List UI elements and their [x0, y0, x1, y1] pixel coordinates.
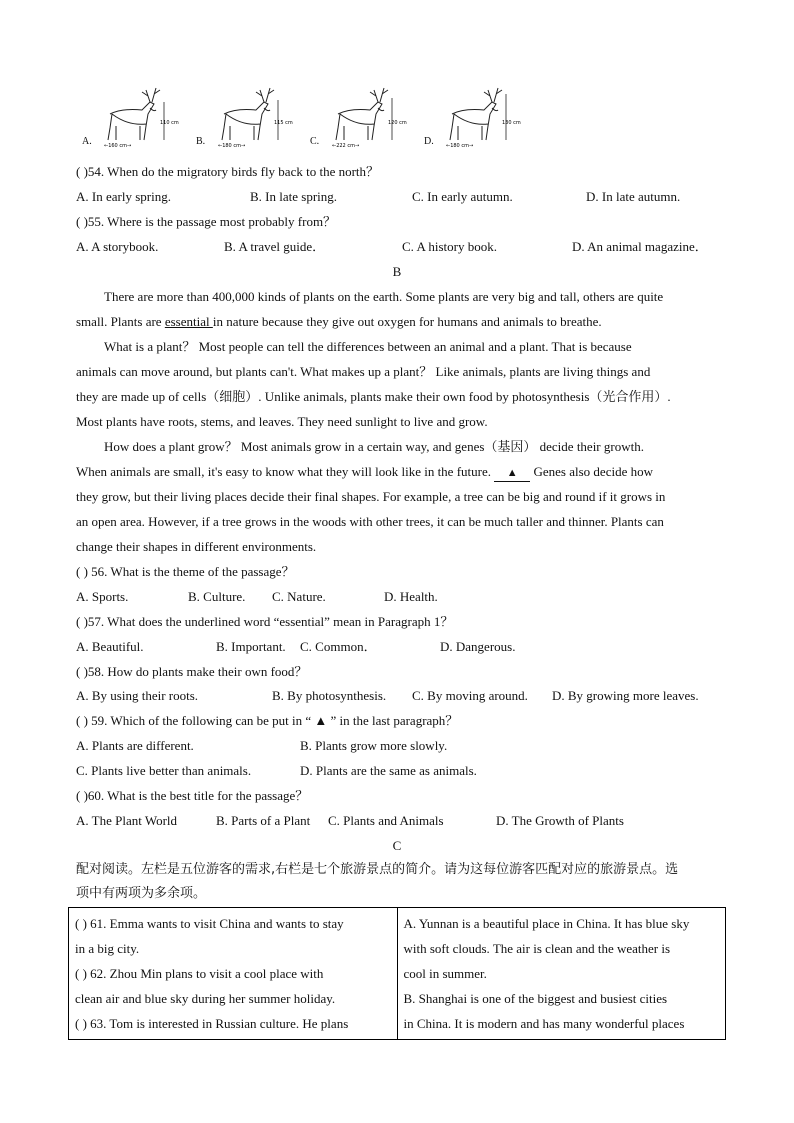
q56-option-a: A. Sports. [76, 589, 129, 604]
q56-option-d: D. Health. [384, 589, 438, 604]
right-line: with soft clouds. The air is clean and the weather is [403, 941, 671, 956]
question-57-stem: ( )57. What does the underlined word “essential” mean in Paragraph 1？ [76, 614, 454, 629]
question-58-stem: ( )58. How do plants make their own food？ [76, 664, 308, 679]
q58-option-a: A. By using their roots. [76, 688, 199, 703]
deer-width-label: ←180 cm→ [218, 143, 246, 149]
matching-left-column [69, 908, 398, 1040]
passage-b-p3-line2: When animals are small, it's easy to know what they will look like in the future. ▲ Genes also decide how [76, 464, 653, 482]
left-line: ( ) 62. Zhou Min plans to visit a cool place with [75, 966, 324, 981]
passage-b-p3-line4: an open area. However, if a tree grows in the woods with other trees, it can be much taller and thinner. Plants can [76, 514, 664, 529]
q59-option-d: D. Plants are the same as animals. [300, 763, 477, 778]
q60-option-b: B. Parts of a Plant [216, 813, 311, 828]
q59-option-b: B. Plants grow more slowly. [300, 738, 448, 753]
passage-b-p2-line3: they are made up of cells（细胞）. Unlike animals, plants make their own food by photosynthesis（光合作用）. [76, 389, 671, 404]
right-line: in China. It is modern and has many wonderful places [403, 1016, 685, 1031]
answer-blank-triangle: ▲ [494, 464, 530, 482]
q60-option-d: D. The Growth of Plants [496, 813, 624, 828]
passage-b-p1-line2: small. Plants are essential in nature because they give out oxygen for humans and animals to breathe. [76, 314, 602, 329]
question-54-stem: ( )54. When do the migratory birds fly back to the north？ [76, 164, 380, 179]
right-line: cool in summer. [403, 966, 487, 981]
q57-option-b: B. Important. [216, 639, 286, 654]
q55-option-a: A. A storybook. [76, 239, 159, 254]
q54-option-d: D. In late autumn. [586, 189, 681, 204]
q57-option-a: A. Beautiful. [76, 639, 144, 654]
deer-width-label: ←180 cm→ [446, 143, 474, 149]
deer-option-letter: D. [424, 136, 434, 147]
left-line: ( ) 63. Tom is interested in Russian culture. He plans [75, 1016, 349, 1031]
passage-b-p2-line1: What is a plant？ Most people can tell the differences between an animal and a plant. That is because [104, 339, 632, 354]
deer-height-label: 120 cm [388, 120, 407, 126]
passage-b-p2-line4: Most plants have roots, stems, and leaves. They need sunlight to live and grow. [76, 414, 488, 429]
deer-option-letter: B. [196, 136, 206, 147]
deer-option-letter: A. [82, 136, 92, 147]
deer-height-label: 110 cm [160, 120, 179, 126]
deer-width-label: ←160 cm→ [104, 143, 132, 149]
q55-option-b: B. A travel guide． [224, 239, 326, 254]
deer-picture-c [320, 84, 407, 149]
passage-b-p3-line3: they grow, but their living places decide their final shapes. For example, a tree can be big and round if it grows in [76, 489, 666, 504]
section-c-instruction-line2: 项中有两项为多余项。 [76, 886, 207, 901]
left-line: ( ) 61. Emma wants to visit China and wants to stay [75, 916, 344, 931]
passage-b-p3-line5: change their shapes in different environments. [76, 539, 317, 554]
left-line: clean air and blue sky during her summer holiday. [75, 991, 336, 1006]
deer-height-label: 130 cm [502, 120, 521, 126]
question-60-stem: ( )60. What is the best title for the passage？ [76, 788, 309, 803]
q54-option-a: A. In early spring. [76, 189, 171, 204]
q56-option-b: B. Culture. [188, 589, 246, 604]
q55-option-c: C. A history book. [402, 239, 497, 254]
question-56-stem: ( ) 56. What is the theme of the passage？ [76, 564, 295, 579]
q59-option-c: C. Plants live better than animals. [76, 763, 252, 778]
deer-height-label: 115 cm [274, 120, 293, 126]
deer-width-label: ←222 cm→ [332, 143, 360, 149]
underlined-word-essential: essential [164, 314, 213, 329]
q55-option-d: D. An animal magazine． [572, 239, 708, 254]
q58-option-b: B. By photosynthesis. [272, 688, 387, 703]
passage-b-p2-line2: animals can move around, but plants can't. What makes up a plant？ Like animals, plants are living things and [76, 364, 651, 379]
q56-option-c: C. Nature. [272, 589, 326, 604]
matching-table [68, 907, 726, 1040]
question-59-stem: ( ) 59. Which of the following can be put in “ ▲ ” in the last paragraph？ [76, 713, 459, 728]
q57-option-d: D. Dangerous. [440, 639, 516, 654]
q59-option-a: A. Plants are different. [76, 738, 194, 753]
q60-option-c: C. Plants and Animals [328, 813, 444, 828]
passage-b-p1-line1: There are more than 400,000 kinds of plants on the earth. Some plants are very big and tall, others are quite [104, 289, 664, 304]
section-b-heading: B [392, 264, 402, 279]
q60-option-a: A. The Plant World [76, 813, 178, 828]
q58-option-d: D. By growing more leaves. [552, 688, 699, 703]
deer-option-letter: C. [310, 136, 320, 147]
passage-b-p3-line1: How does a plant grow？ Most animals grow in a certain way, and genes（基因） decide their growth. [104, 439, 644, 454]
deer-picture-a [92, 84, 179, 149]
deer-picture-b [206, 84, 293, 149]
right-line: A. Yunnan is a beautiful place in China. It has blue sky [403, 916, 690, 931]
section-c-instruction-line1: 配对阅读。左栏是五位游客的需求,右栏是七个旅游景点的简介。请为这每位游客匹配对应的旅游景点。选 [76, 862, 679, 877]
left-line: in a big city. [75, 941, 140, 956]
question-55-stem: ( )55. Where is the passage most probably from？ [76, 214, 337, 229]
q57-option-c: C. Common． [300, 639, 377, 654]
q54-option-b: B. In late spring. [250, 189, 338, 204]
right-line: B. Shanghai is one of the biggest and busiest cities [403, 991, 668, 1006]
matching-right-column [397, 908, 726, 1040]
q54-option-c: C. In early autumn. [412, 189, 513, 204]
section-c-heading: C [392, 838, 402, 853]
q58-option-c: C. By moving around. [412, 688, 528, 703]
deer-picture-d [434, 84, 521, 149]
